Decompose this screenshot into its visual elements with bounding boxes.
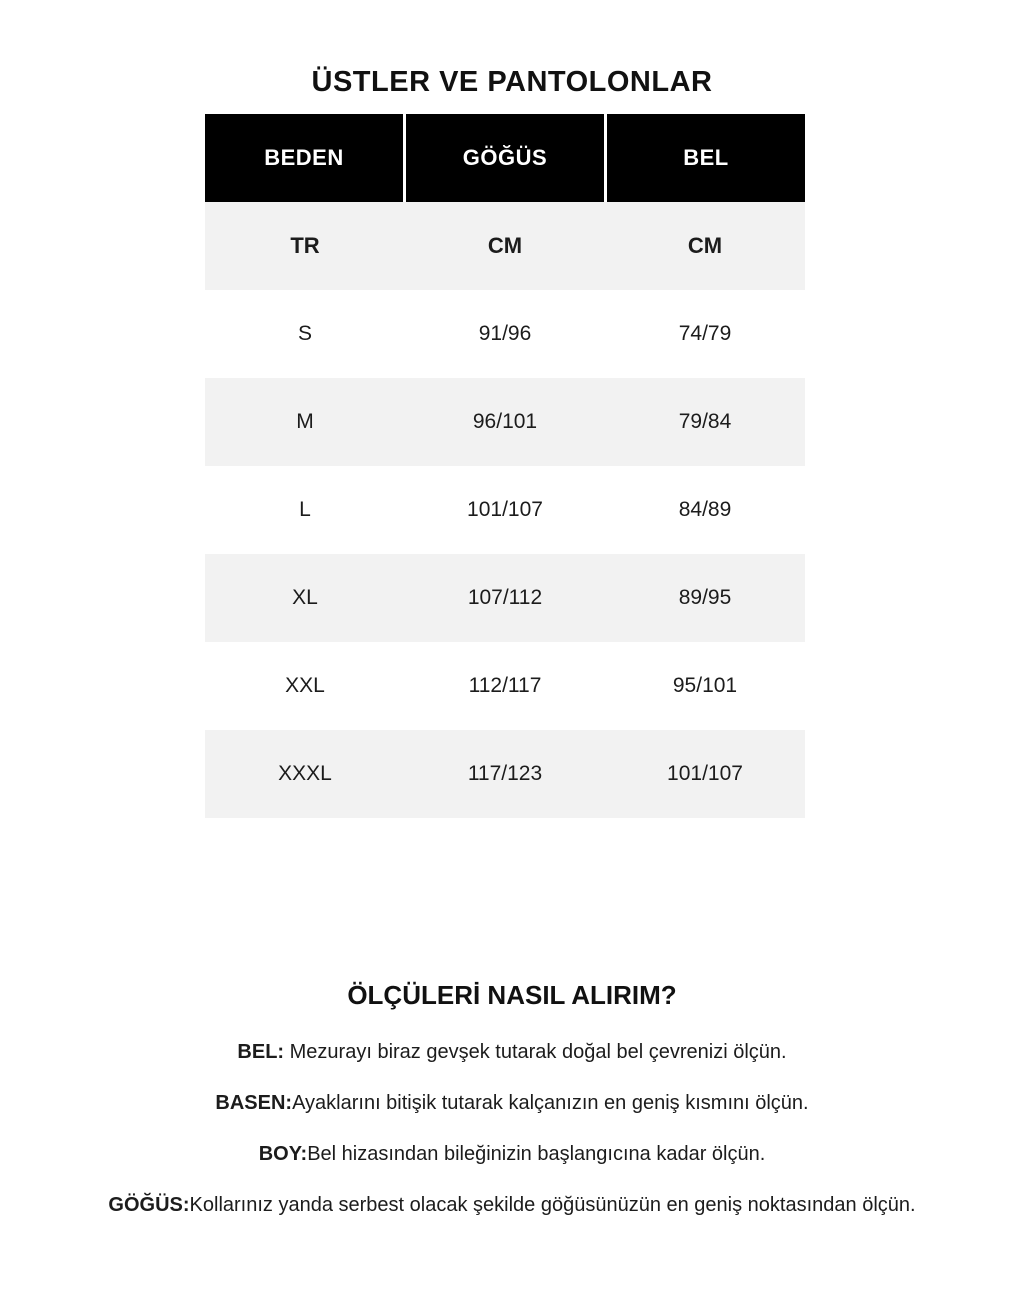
unit-cell-waist: CM xyxy=(687,233,723,258)
table-row-m xyxy=(205,378,805,466)
instruction-gogus-text: Kollarınız yanda serbest olacak şekilde göğüsünüzün en geniş noktasından ölçün. xyxy=(189,1194,916,1216)
header-cell-bel: BEL xyxy=(607,114,805,202)
chest-cell: 112/117 xyxy=(468,674,542,697)
table-row-xxl xyxy=(205,642,805,730)
size-chart-table xyxy=(205,114,805,818)
instruction-basen-text: Ayaklarını bitişik tutarak kalçanızın en geniş kısmını ölçün. xyxy=(292,1092,809,1114)
instruction-boy-text: Bel hizasından bileğinizin başlangıcına kadar ölçün. xyxy=(307,1143,766,1165)
waist-cell: 79/84 xyxy=(678,410,732,433)
unit-cell-size-standard: TR xyxy=(290,233,320,258)
table-row-xxxl xyxy=(205,730,805,818)
size-cell: XL xyxy=(292,586,318,609)
table-row-s xyxy=(205,290,805,378)
chest-cell: 101/107 xyxy=(467,498,543,521)
instruction-bel xyxy=(0,1041,1024,1064)
instruction-gogus-label: GÖĞÜS: xyxy=(108,1194,190,1216)
header-cell-gogus: GÖĞÜS xyxy=(406,114,604,202)
measurement-instructions xyxy=(0,980,1024,1217)
chest-cell: 117/123 xyxy=(467,762,543,785)
waist-cell: 84/89 xyxy=(678,498,732,521)
instruction-boy-label: BOY: xyxy=(258,1143,308,1165)
table-header-row xyxy=(205,114,805,202)
waist-cell: 101/107 xyxy=(667,762,743,785)
waist-cell: 74/79 xyxy=(678,322,732,345)
instruction-bel-label: BEL: xyxy=(237,1041,285,1063)
size-cell: XXXL xyxy=(278,762,332,785)
size-cell: L xyxy=(299,498,311,521)
chest-cell: 91/96 xyxy=(478,322,532,345)
size-cell: XXL xyxy=(285,674,325,697)
table-row-xl xyxy=(205,554,805,642)
chest-cell: 107/112 xyxy=(467,586,543,609)
page-title: ÜSTLER VE PANTOLONLAR xyxy=(311,66,713,98)
table-row-units xyxy=(205,202,805,290)
header-cell-beden: BEDEN xyxy=(205,114,403,202)
size-cell: M xyxy=(296,410,314,433)
instructions-heading: ÖLÇÜLERİ NASIL ALIRIM? xyxy=(347,980,677,1010)
chest-cell: 96/101 xyxy=(472,410,538,433)
table-row-l xyxy=(205,466,805,554)
instruction-gogus xyxy=(0,1194,1024,1217)
instruction-boy xyxy=(0,1143,1024,1166)
waist-cell: 89/95 xyxy=(678,586,732,609)
unit-cell-chest: CM xyxy=(487,233,523,258)
waist-cell: 95/101 xyxy=(672,674,738,697)
instruction-basen-label: BASEN: xyxy=(215,1092,293,1114)
size-cell: S xyxy=(297,322,312,345)
instruction-bel-text: Mezurayı biraz gevşek tutarak doğal bel çevrenizi ölçün. xyxy=(284,1041,787,1063)
instruction-basen xyxy=(0,1092,1024,1115)
